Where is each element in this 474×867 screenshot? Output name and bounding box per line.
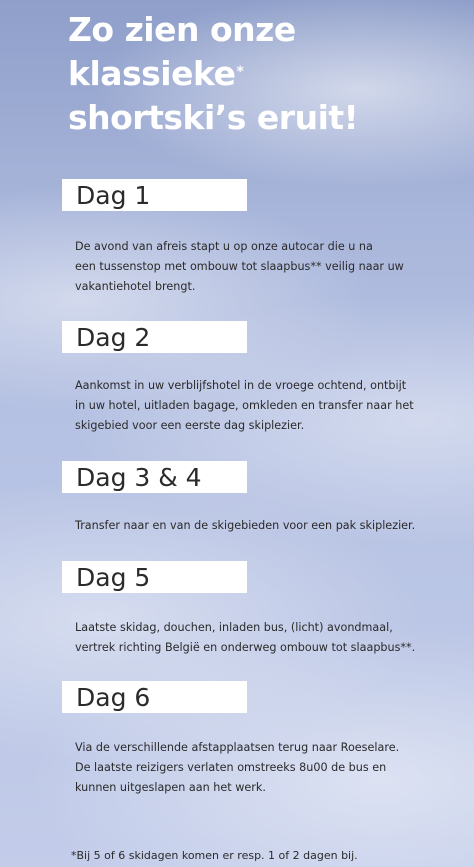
- day-1-description: De avond van afreis stapt u op onze autocar die u na een tussenstop met ombouw tot slaapbus** veilig naar uw vakantiehotel brengt.: [75, 240, 404, 293]
- title-line-2-text: klassieke: [68, 54, 236, 93]
- title-line-1: Zo zien onze: [68, 10, 296, 49]
- day-1-label: Dag 1: [62, 179, 247, 211]
- day-6-label: Dag 6: [62, 681, 247, 713]
- day-6-description: Via de verschillende afstapplaatsen terug naar Roeselare. De laatste reizigers verlaten omstreeks 8u00 de bus en kunnen uitgeslapen aan het werk.: [75, 741, 400, 794]
- footnote: *Bij 5 of 6 skidagen komen er resp. 1 of 2 dagen bij.: [71, 849, 358, 862]
- day-5-label: Dag 5: [62, 561, 247, 593]
- day-3-4-description: Transfer naar en van de skigebieden voor een pak skiplezier.: [75, 519, 416, 532]
- day-3-4-label: Dag 3 & 4: [62, 461, 247, 493]
- day-2-label: Dag 2: [62, 321, 247, 353]
- title-line-2: [68, 52, 358, 96]
- day-2-description: Aankomst in uw verblijfshotel in de vroege ochtend, ontbijt in uw hotel, uitladen bagage, omkleden en transfer naar het skigebied voor een eerste dag skiplezier.: [75, 379, 414, 432]
- page-title: [68, 8, 358, 140]
- day-5-description: Laatste skidag, douchen, inladen bus, (licht) avondmaal, vertrek richting België en onderweg ombouw tot slaapbus**.: [75, 621, 416, 654]
- title-line-3: shortski’s eruit!: [68, 98, 359, 137]
- title-footnote-marker: *: [236, 64, 244, 80]
